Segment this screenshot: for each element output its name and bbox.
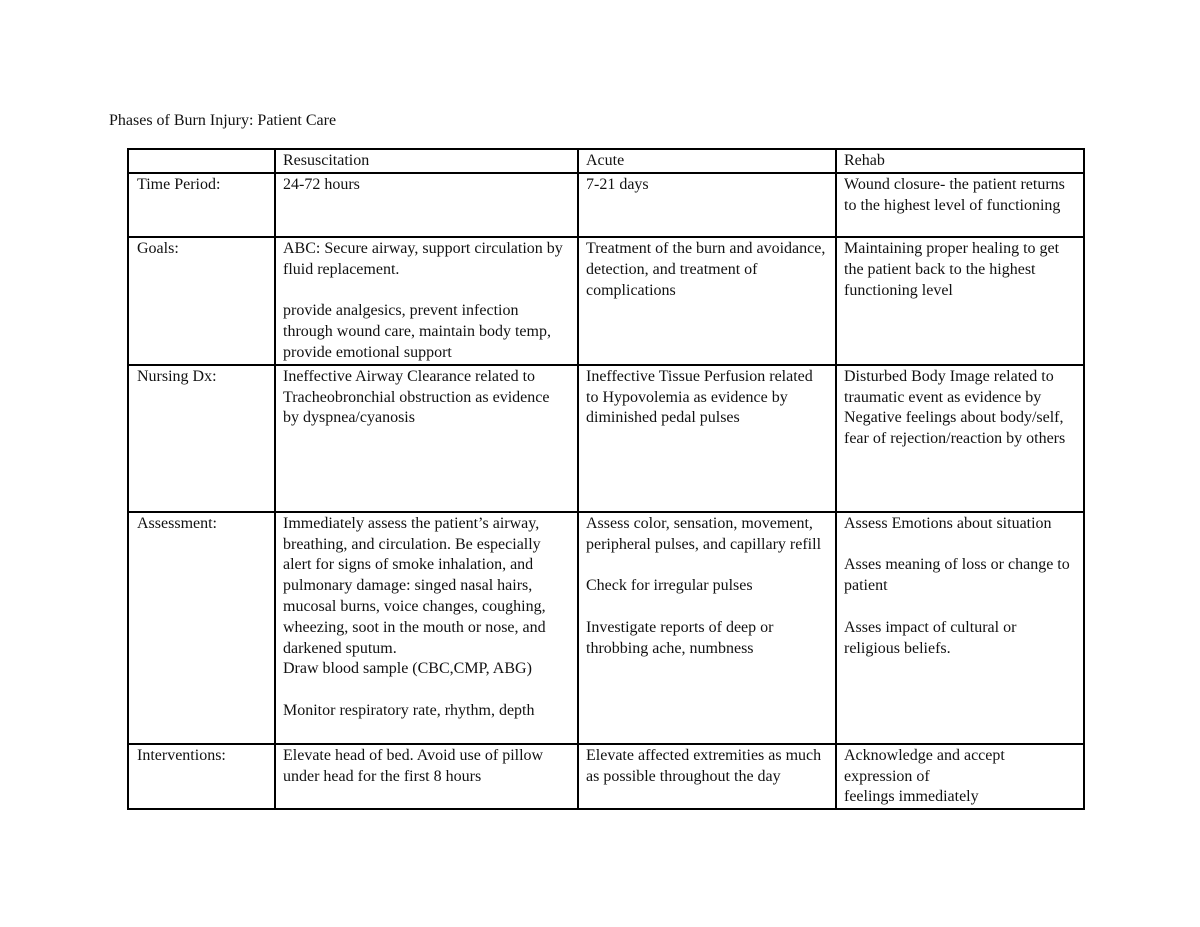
cell-time-period-acute <box>578 173 836 237</box>
cell-text: Maintaining proper healing to get the patient back to the highest functioning level <box>844 240 1060 299</box>
table-row-time-period <box>128 173 1084 237</box>
table-header-row <box>128 149 1084 173</box>
cell-assessment-rehab <box>836 512 1084 744</box>
header-cell-resuscitation: Resuscitation <box>275 149 578 173</box>
cell-time-period-resuscitation <box>275 173 578 237</box>
cell-text: Ineffective Tissue Perfusion related to Hypovolemia as evidence by diminished pedal pulses <box>586 367 813 427</box>
header-cell-rehab: Rehab <box>836 149 1084 173</box>
row-label-assessment: Assessment: <box>128 512 275 744</box>
cell-goals-acute <box>578 237 836 365</box>
row-label-time-period: Time Period: <box>128 173 275 237</box>
cell-goals-rehab <box>836 237 1084 365</box>
cell-assessment-resuscitation <box>275 512 578 744</box>
cell-text: Assess color, sensation, movement, peripheral pulses, and capillary refill Check for irregular pulses Investigate reports of deep or throbbing ache, numbness <box>586 514 822 657</box>
cell-text: Wound closure- the patient returns to the highest level of functioning <box>844 176 1065 214</box>
row-label-nursing-dx: Nursing Dx: <box>128 365 275 512</box>
header-cell-acute: Acute <box>578 149 836 173</box>
table-row-assessment <box>128 512 1084 744</box>
table-row-goals <box>128 237 1084 365</box>
cell-nursing-dx-acute <box>578 365 836 512</box>
patient-care-table <box>127 148 1085 810</box>
cell-text: Acknowledge and accept expression of feelings immediately <box>844 746 1005 806</box>
cell-text: ABC: Secure airway, support circulation by fluid replacement. provide analgesics, prevent infection through wound care, maintain body temp, provide emotional support <box>283 240 563 361</box>
table-row-interventions <box>128 744 1084 809</box>
cell-text: Treatment of the burn and avoidance, detection, and treatment of complications <box>586 240 826 299</box>
document-title: Phases of Burn Injury: Patient Care <box>109 112 337 129</box>
cell-text: Elevate affected extremities as much as possible throughout the day <box>586 746 822 785</box>
cell-assessment-acute <box>578 512 836 744</box>
table-row-nursing-dx <box>128 365 1084 512</box>
cell-nursing-dx-rehab <box>836 365 1084 512</box>
cell-interventions-resuscitation <box>275 744 578 809</box>
cell-nursing-dx-resuscitation <box>275 365 578 512</box>
row-label-interventions: Interventions: <box>128 744 275 809</box>
cell-text: 7-21 days <box>586 176 649 193</box>
cell-text: Ineffective Airway Clearance related to Tracheobronchial obstruction as evidence by dyspnea/cyanosis <box>283 367 550 427</box>
cell-text: Disturbed Body Image related to traumatic event as evidence by Negative feelings about body/self, fear of rejection/reaction by others <box>844 367 1066 448</box>
cell-interventions-rehab <box>836 744 1084 809</box>
header-cell-empty <box>128 149 275 173</box>
cell-text: Assess Emotions about situation Asses meaning of loss or change to patient Asses impact of cultural or religious beliefs. <box>844 514 1070 657</box>
cell-text: Elevate head of bed. Avoid use of pillow under head for the first 8 hours <box>283 746 544 785</box>
cell-text: Immediately assess the patient’s airway, breathing, and circulation. Be especially alert for signs of smoke inhalation, and pulmonary damage: singed nasal hairs, mucosal burns, voice changes, coughing, wheezing, soot in the mouth or nose, and darkened sputum. Draw blood sample (CBC,CMP, ABG) Monitor respiratory rate, rhythm, depth <box>283 514 546 719</box>
cell-time-period-rehab <box>836 173 1084 237</box>
cell-goals-resuscitation <box>275 237 578 365</box>
row-label-goals: Goals: <box>128 237 275 365</box>
cell-text: 24-72 hours <box>283 176 360 193</box>
cell-interventions-acute <box>578 744 836 809</box>
